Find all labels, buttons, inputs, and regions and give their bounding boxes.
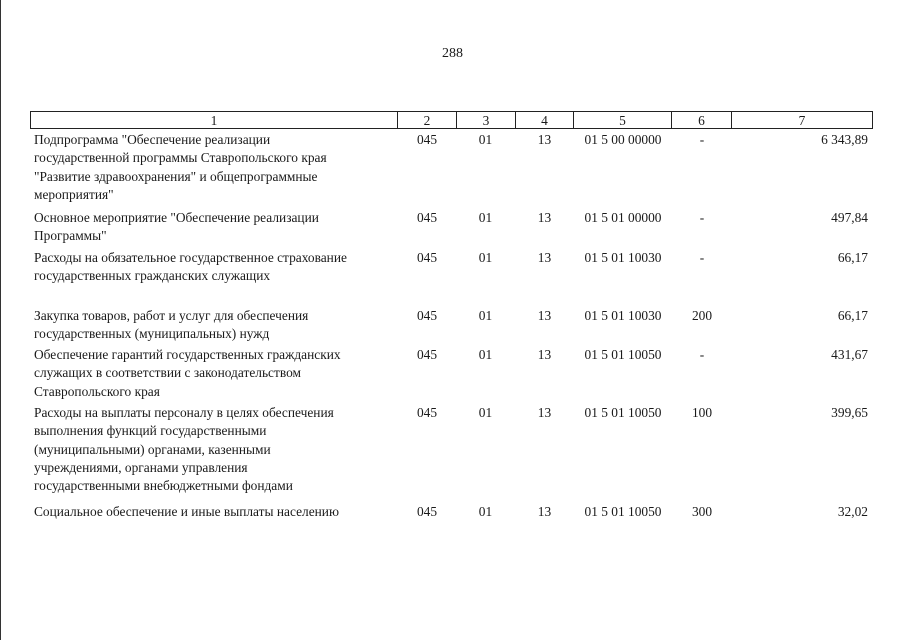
header-col-6: 6 [672,112,732,129]
description-line: Ставропольского края [34,383,160,399]
description-line: Закупка товаров, работ и услуг для обеспечения [34,308,309,323]
expense-type-code: - [699,347,705,362]
ministry-code: 045 [416,250,438,265]
header-col-7: 7 [732,112,873,129]
description-line: государственных (муниципальных) нужд [34,326,270,342]
header-col-5: 5 [574,112,672,129]
row-description [34,131,394,204]
subsection-code: 13 [537,504,552,519]
description-line: государственными внебюджетными фондами [34,478,293,494]
ministry-code: 045 [416,504,438,519]
expense-type-code: 100 [691,405,713,420]
description-line: Обеспечение гарантий государственных гражданских [34,347,341,362]
target-article-code: 01 5 01 10050 [584,347,662,362]
description-line: государственной программы Ставропольского края [34,150,327,166]
description-line: "Развитие здравоохранения" и общепрограммные [34,168,318,184]
ministry-code: 045 [416,210,438,225]
description-line: выполнения функций государственными [34,423,267,439]
header-col-3: 3 [457,112,516,129]
expense-type-code: - [699,132,705,147]
section-code: 01 [478,250,493,265]
subsection-code: 13 [537,250,552,265]
subsection-code: 13 [537,210,552,225]
description-line: мероприятия" [34,186,114,202]
section-code: 01 [478,132,493,147]
target-article-code: 01 5 01 10050 [584,504,662,519]
row-description [34,346,394,401]
description-line: учреждениями, органами управления [34,459,248,475]
section-code: 01 [478,308,493,323]
subsection-code: 13 [537,405,552,420]
description-line: государственных гражданских служащих [34,268,271,284]
ministry-code: 045 [416,308,438,323]
row-description [34,209,394,246]
description-line: Социальное обеспечение и иные выплаты населению [34,504,339,519]
row-description [34,249,394,286]
expense-type-code: - [699,250,705,265]
section-code: 01 [478,347,493,362]
expense-type-code: - [699,210,705,225]
section-code: 01 [478,210,493,225]
description-line: Расходы на выплаты персоналу в целях обеспечения [34,405,334,420]
target-article-code: 01 5 01 00000 [584,210,662,225]
header-col-4: 4 [516,112,574,129]
target-article-code: 01 5 01 10030 [584,250,662,265]
description-line: Основное мероприятие "Обеспечение реализации [34,210,319,225]
description-line: Подпрограмма "Обеспечение реализации [34,132,271,147]
description-line: служащих в соответствии с законодательством [34,365,301,381]
amount: 399,65 [831,405,868,420]
expense-type-code: 300 [691,504,713,519]
amount: 32,02 [837,504,868,519]
target-article-code: 01 5 00 00000 [584,132,662,147]
page-number: 288 [442,46,463,61]
header-col-2: 2 [398,112,457,129]
amount: 497,84 [831,210,868,225]
subsection-code: 13 [537,308,552,323]
section-code: 01 [478,405,493,420]
target-article-code: 01 5 01 10050 [584,405,662,420]
ministry-code: 045 [416,405,438,420]
ministry-code: 045 [416,347,438,362]
amount: 6 343,89 [821,132,868,147]
page-left-edge-line [0,0,1,640]
column-number-header [30,111,873,129]
ministry-code: 045 [416,132,438,147]
amount: 66,17 [837,250,868,265]
row-description [34,404,394,495]
subsection-code: 13 [537,132,552,147]
amount: 431,67 [831,347,868,362]
header-col-1: 1 [31,112,398,129]
description-line: (муниципальными) органами, казенными [34,441,271,457]
target-article-code: 01 5 01 10030 [584,308,662,323]
amount: 66,17 [837,308,868,323]
section-code: 01 [478,504,493,519]
row-description [34,307,394,344]
subsection-code: 13 [537,347,552,362]
description-line: Расходы на обязательное государственное страхование [34,250,347,265]
row-description [34,503,394,521]
description-line: Программы" [34,228,107,244]
expense-type-code: 200 [691,308,713,323]
